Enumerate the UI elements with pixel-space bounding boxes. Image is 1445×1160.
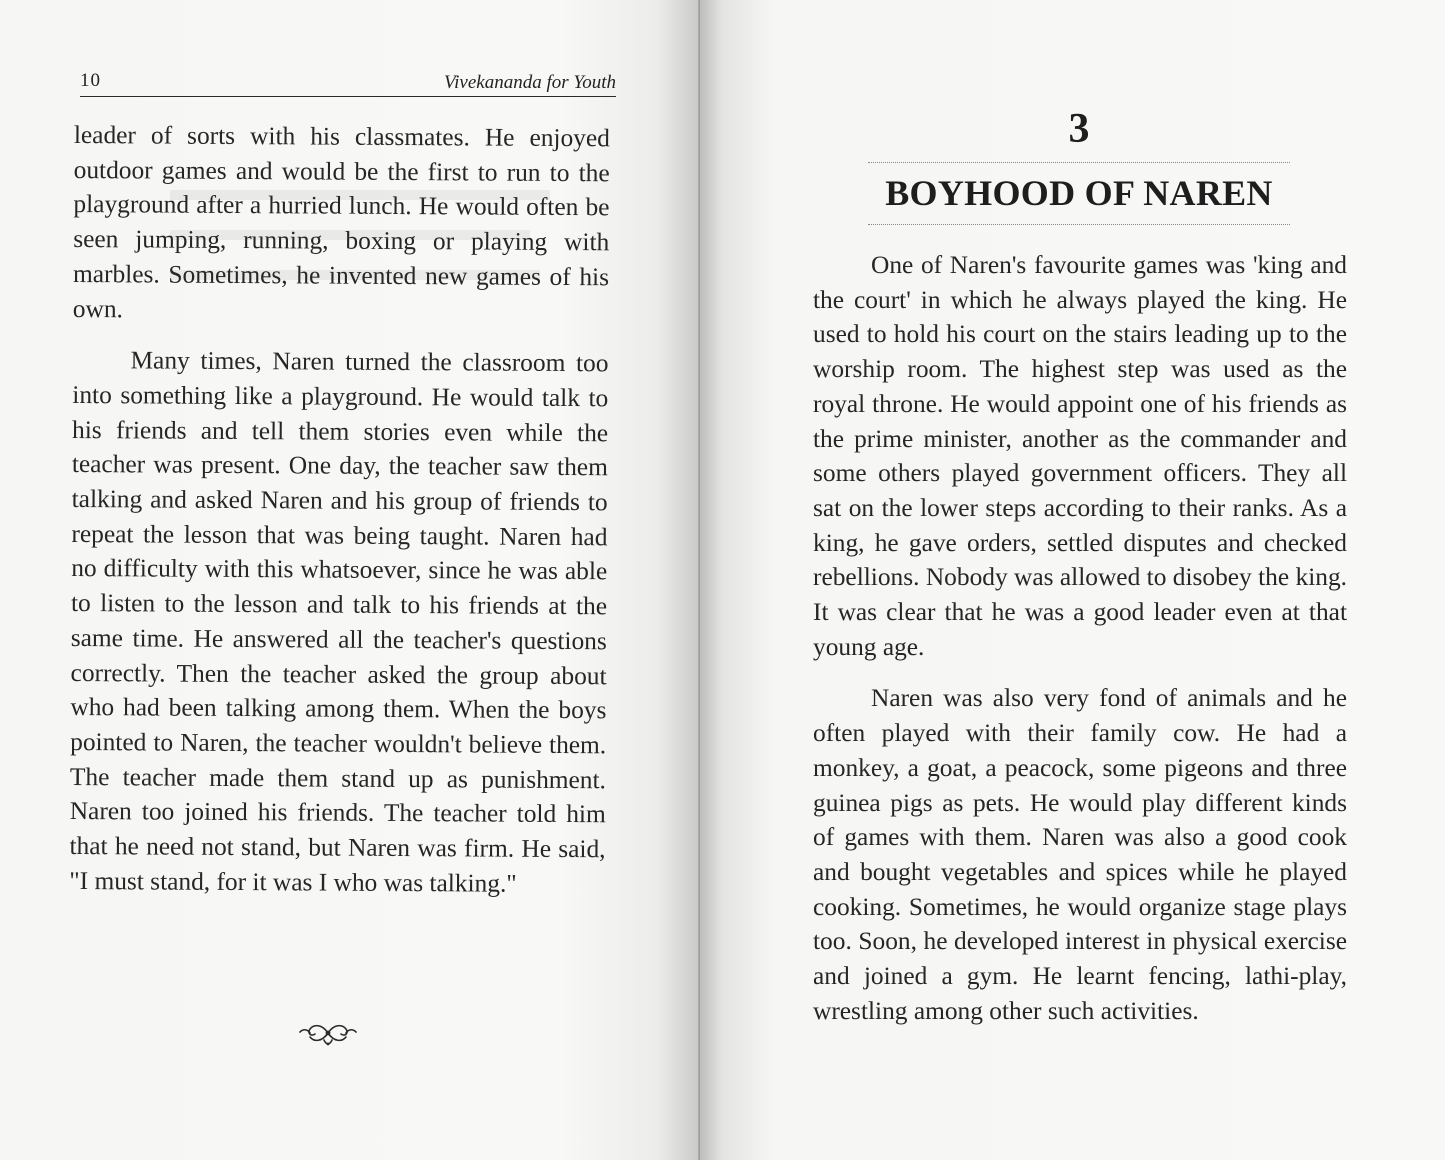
running-title: Vivekananda for Youth — [443, 72, 616, 93]
right-body-text — [813, 248, 1347, 1028]
paragraph: One of Naren's favourite games was 'king and the court' in which he always played the king. He used to hold his court on the stairs leading up to the worship room. The highest step was used as the royal throne. He would appoint one of his friends as the prime minister, another as the commander and some others played government officers. They all sat on the lower steps according to their ranks. As a king, he gave orders, settled disputes and checked rebellions. Nobody was allowed to disobey the king. It was clear that he was a good leader even at that young age. — [813, 251, 1347, 661]
paragraph: Naren was also very fond of animals and he often played with their family cow. He had a monkey, a goat, a peacock, some pigeons and three guinea pigs as pets. He would play different kinds of games with them. Naren was also a good cook and bought vegetables and spices while he played cooking. Sometimes, he would organize stage plays too. Soon, he developed interest in physical exercise and joined a gym. He learnt fencing, lathi-play, wrestling among other such activities. — [813, 684, 1347, 1025]
running-head — [80, 62, 616, 97]
chapter-number: 3 — [1068, 106, 1090, 152]
scroll-ornament-icon — [296, 1018, 360, 1048]
left-page — [0, 0, 700, 1160]
chapter-rule-bottom — [868, 224, 1290, 225]
left-body-text — [69, 118, 610, 902]
chapter-title: BOYHOOD OF NAREN — [885, 173, 1273, 213]
paragraph: Many times, Naren turned the classroom too into something like a playground. He would talk to his friends and tell them stories even while the teacher was present. One day, the teacher saw them talking and asked Naren and his group of friends to repeat the lesson that was being taught. Naren had no difficulty with this whatsoever, since he was able to listen to the lesson and talk to his friends at the same time. He answered all the teacher's questions correctly. Then the teacher asked the group about who had been talking among them. When the boys pointed to Naren, the teacher wouldn't believe them. The teacher made them stand up as punishment. Naren too joined his friends. The teacher told him that he need not stand, but Naren was firm. He said, "I must stand, for it was I who was talking." — [69, 346, 609, 898]
paragraph: leader of sorts with his classmates. He enjoyed outdoor games and would be the first to run to the playground after a hurried lunch. He would often be seen jumping, running, boxing or playing with marbles. Sometimes, he invented new games of his own. — [72, 120, 610, 323]
chapter-rule-top — [868, 162, 1290, 163]
page-number: 10 — [80, 70, 101, 91]
